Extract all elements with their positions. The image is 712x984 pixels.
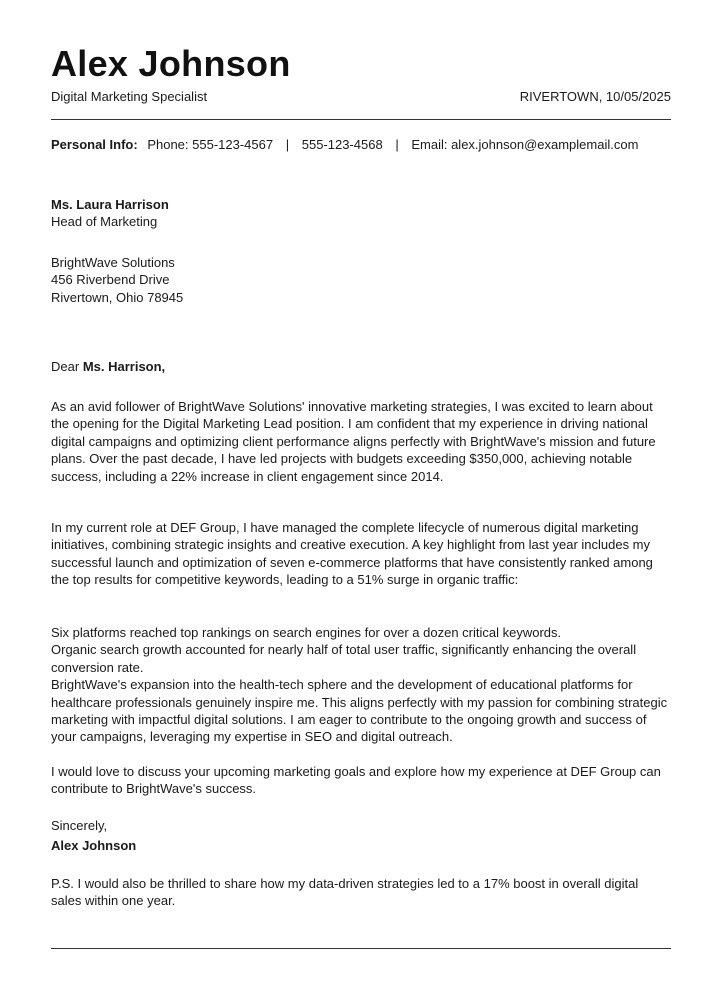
- footer-divider: [51, 948, 671, 949]
- cover-letter-page: [51, 0, 671, 984]
- postscript-text: P.S. I would also be thrilled to share how my data-driven strategies led to a 17% boost in overall digital sales within one year.: [51, 876, 639, 909]
- salutation-greeting: Dear: [51, 359, 80, 374]
- salutation-name: Ms. Harrison,: [82, 359, 166, 374]
- sender-job-title: Digital Marketing Specialist: [51, 89, 208, 104]
- contact-label: Personal Info:: [51, 137, 138, 152]
- company-name: BrightWave Solutions: [51, 255, 175, 270]
- location-date: RIVERTOWN, 10/05/2025: [519, 89, 671, 104]
- body-line-1: Six platforms reached top rankings on search engines for over a dozen critical keywords.: [51, 625, 562, 640]
- body-paragraph-2: [51, 519, 671, 589]
- paragraph-text: In my current role at DEF Group, I have managed the complete lifecycle of numerous digital marketing initiatives, combining strategic insights and creative execution. A key highlight from last year includes my successful launch and optimization of seven e-commerce platforms that have consistently ranked among the top results for competitive keywords, leading to a 51% surge in organic traffic:: [51, 520, 653, 588]
- email-address: Email: alex.johnson@examplemail.com: [411, 137, 639, 152]
- paragraph-text: As an avid follower of BrightWave Solutions' innovative marketing strategies, I was excited to learn about the opening for the Digital Marketing Lead position. I am confident that my experience in driving national digital campaigns and optimizing client performance aligns perfectly with BrightWave's mission and future plans. Over the past decade, I have led projects with budgets exceeding $350,000, achieving notable success, including a 22% increase in client engagement since 2014.: [51, 399, 656, 484]
- recipient-role: Head of Marketing: [51, 214, 158, 230]
- body-paragraph-1: [51, 398, 671, 485]
- paragraph-text: I would love to discuss your upcoming marketing goals and explore how my experience at DEF Group can contribute to BrightWave's success.: [51, 764, 661, 797]
- header-divider: [51, 119, 671, 120]
- contact-separator: |: [395, 137, 399, 152]
- closing-block: [51, 816, 671, 856]
- body-line-2: Organic search growth accounted for nearly half of total user traffic, significantly enhancing the overall conversion rate.: [51, 642, 637, 675]
- contact-info: [51, 136, 638, 154]
- recipient-block: [51, 196, 671, 231]
- phone-secondary: 555-123-4568: [301, 137, 383, 152]
- header-subline: [51, 88, 671, 106]
- signature-name: Alex Johnson: [51, 838, 137, 853]
- recipient-name: Ms. Laura Harrison: [51, 197, 169, 212]
- valediction: Sincerely,: [51, 818, 108, 833]
- body-paragraph-3: [51, 624, 671, 746]
- body-line-3: BrightWave's expansion into the health-tech sphere and the development of educational platforms for healthcare professionals genuinely inspire me. This aligns perfectly with my passion for combining strategic marketing with impactful digital solutions. I am eager to contribute to the ongoing growth and success of your campaigns, leveraging my expertise in SEO and digital outreach.: [51, 677, 668, 745]
- body-paragraph-4: [51, 763, 671, 798]
- contact-separator: |: [285, 137, 290, 152]
- address-line-2: Rivertown, Ohio 78945: [51, 289, 184, 305]
- company-address-block: [51, 254, 671, 306]
- postscript: [51, 875, 671, 910]
- address-line-1: 456 Riverbend Drive: [51, 272, 170, 288]
- phone-primary: Phone: 555-123-4567: [147, 137, 274, 152]
- salutation: [51, 358, 671, 375]
- sender-name: Alex Johnson: [51, 43, 291, 84]
